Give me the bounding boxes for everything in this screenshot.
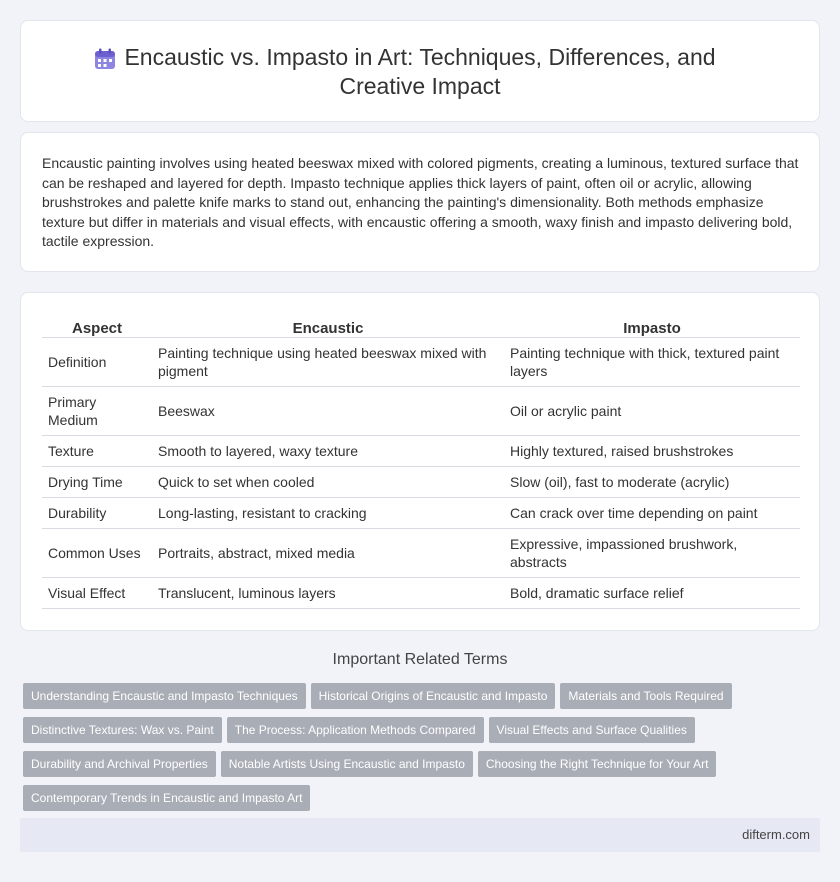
page-title bbox=[21, 43, 819, 101]
table-row bbox=[42, 387, 800, 436]
table-row bbox=[42, 436, 800, 467]
table-row bbox=[42, 338, 800, 387]
footer-bar bbox=[20, 818, 820, 852]
cell-impasto: Can crack over time depending on paint bbox=[504, 498, 800, 529]
header-card bbox=[20, 20, 820, 122]
related-term-tag[interactable]: Materials and Tools Required bbox=[560, 683, 731, 709]
related-term-tag[interactable]: Notable Artists Using Encaustic and Impasto bbox=[221, 751, 473, 777]
column-header-encaustic: Encaustic bbox=[152, 314, 504, 338]
cell-impasto: Painting technique with thick, textured paint layers bbox=[504, 338, 800, 387]
cell-impasto: Oil or acrylic paint bbox=[504, 387, 800, 436]
cell-encaustic: Painting technique using heated beeswax mixed with pigment bbox=[152, 338, 504, 387]
related-terms-heading: Important Related Terms bbox=[332, 651, 508, 668]
cell-encaustic: Portraits, abstract, mixed media bbox=[152, 529, 504, 578]
cell-aspect: Visual Effect bbox=[42, 578, 152, 609]
cell-encaustic: Translucent, luminous layers bbox=[152, 578, 504, 609]
table-row bbox=[42, 467, 800, 498]
page-title-line1: Encaustic vs. Impasto in Art: Techniques, Differences, and bbox=[124, 44, 716, 70]
related-term-tag[interactable]: The Process: Application Methods Compared bbox=[227, 717, 484, 743]
cell-impasto: Bold, dramatic surface relief bbox=[504, 578, 800, 609]
table-row bbox=[42, 498, 800, 529]
column-header-impasto: Impasto bbox=[504, 314, 800, 338]
cell-aspect: Primary Medium bbox=[42, 387, 152, 436]
page-title-line2: Creative Impact bbox=[339, 73, 501, 99]
cell-impasto: Highly textured, raised brushstrokes bbox=[504, 436, 800, 467]
column-header-aspect: Aspect bbox=[42, 314, 152, 338]
related-term-tag[interactable]: Understanding Encaustic and Impasto Techniques bbox=[23, 683, 306, 709]
cell-impasto: Expressive, impassioned brushwork, abstracts bbox=[504, 529, 800, 578]
related-terms-list bbox=[23, 683, 813, 819]
cell-encaustic: Smooth to layered, waxy texture bbox=[152, 436, 504, 467]
comparison-table-card bbox=[20, 292, 820, 631]
footer-site-link[interactable]: difterm.com bbox=[742, 827, 810, 842]
related-term-tag[interactable]: Contemporary Trends in Encaustic and Impasto Art bbox=[23, 785, 310, 811]
cell-aspect: Durability bbox=[42, 498, 152, 529]
cell-aspect: Drying Time bbox=[42, 467, 152, 498]
cell-aspect: Texture bbox=[42, 436, 152, 467]
related-term-tag[interactable]: Choosing the Right Technique for Your Art bbox=[478, 751, 717, 777]
related-term-tag[interactable]: Durability and Archival Properties bbox=[23, 751, 216, 777]
table-header-row bbox=[42, 314, 800, 338]
intro-card bbox=[20, 132, 820, 272]
cell-encaustic: Long-lasting, resistant to cracking bbox=[152, 498, 504, 529]
table-row bbox=[42, 529, 800, 578]
cell-impasto: Slow (oil), fast to moderate (acrylic) bbox=[504, 467, 800, 498]
cell-encaustic: Quick to set when cooled bbox=[152, 467, 504, 498]
cell-aspect: Definition bbox=[42, 338, 152, 387]
comparison-table bbox=[42, 314, 800, 609]
table-row bbox=[42, 578, 800, 609]
cell-aspect: Common Uses bbox=[42, 529, 152, 578]
intro-paragraph: Encaustic painting involves using heated beeswax mixed with colored pigments, creating a luminous, textured surface that can be reshaped and layered for depth. Impasto technique applies thick layers of paint, often oil or acrylic, allowing brushstrokes and palette knife marks to stand out, enhancing the painting's dimensionality. Both methods emphasize texture but differ in materials and visual effects, with encaustic offering a smooth, waxy finish and impasto delivering bold, tactile expression. bbox=[42, 155, 799, 249]
related-term-tag[interactable]: Distinctive Textures: Wax vs. Paint bbox=[23, 717, 222, 743]
cell-encaustic: Beeswax bbox=[152, 387, 504, 436]
related-term-tag[interactable]: Historical Origins of Encaustic and Impasto bbox=[311, 683, 556, 709]
related-term-tag[interactable]: Visual Effects and Surface Qualities bbox=[489, 717, 695, 743]
